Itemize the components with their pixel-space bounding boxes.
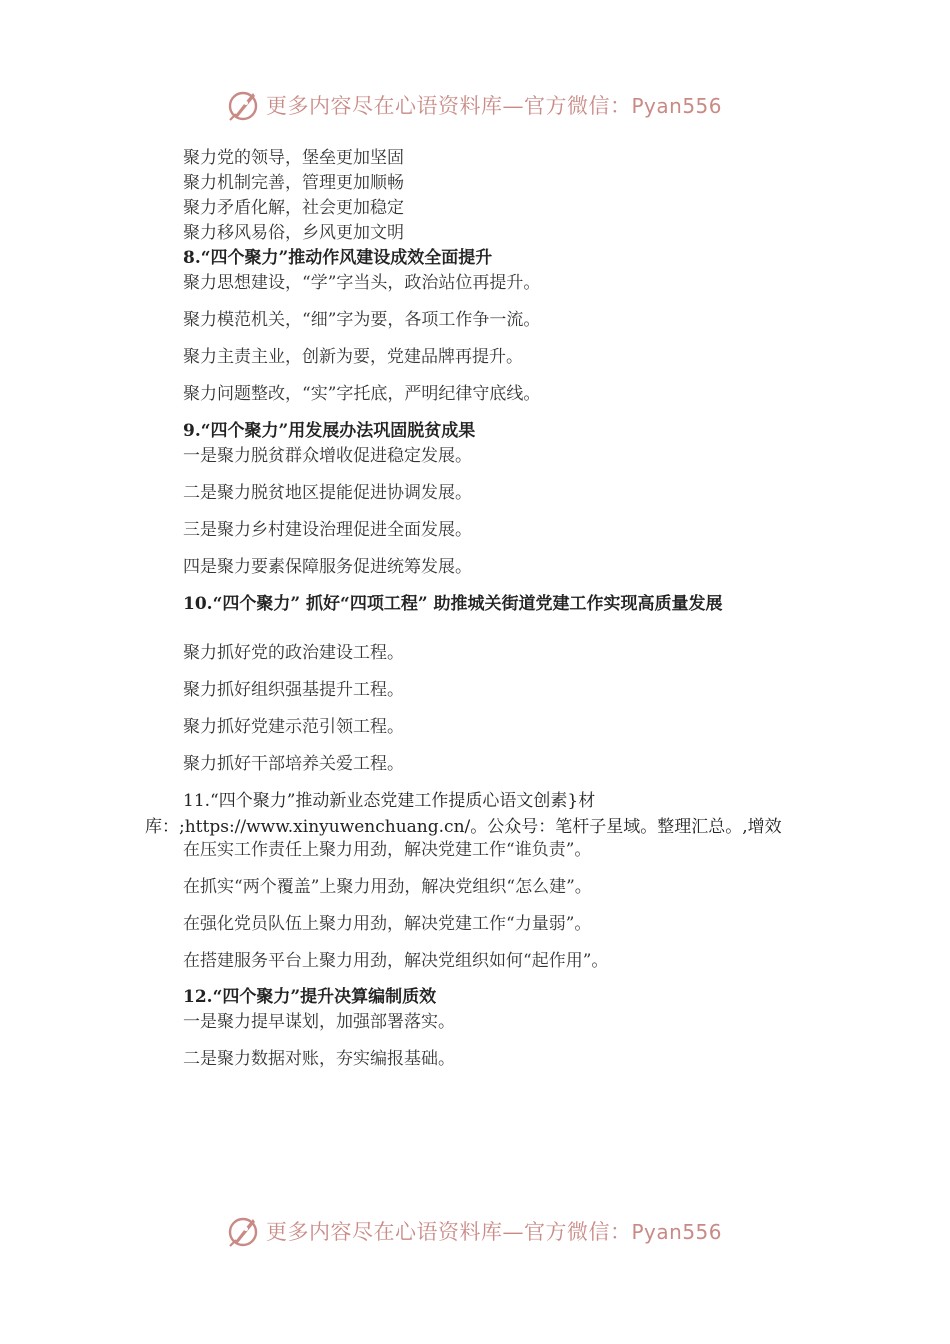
intro-line: 聚力矛盾化解，社会更加稳定	[183, 198, 404, 218]
section-12-heading: 12.“四个聚力”提升决算编制质效	[183, 987, 437, 1007]
pen-nib-logo-icon	[226, 87, 262, 123]
section-9-heading: 9.“四个聚力”用发展办法巩固脱贫成果	[183, 421, 476, 441]
intro-line: 聚力机制完善，管理更加顺畅	[183, 173, 404, 193]
footer-banner	[226, 1211, 746, 1251]
section-10-heading: 10.“四个聚力” 抓好“四项工程” 助推城关街道党建工作实现高质量发展	[183, 594, 723, 614]
section-9-line: 三是聚力乡村建设治理促进全面发展。	[183, 520, 472, 540]
section-12-line: 二是聚力数据对账，夯实编报基础。	[183, 1049, 455, 1069]
section-10-line: 聚力抓好党建示范引领工程。	[183, 717, 404, 737]
banner-text: 更多内容尽在心语资料库—官方微信：Pyan556	[266, 94, 723, 118]
section-11-heading: 11.“四个聚力”推动新业态党建工作提质心语文创素}材库：;https://www.xinyuwenchuang.cn/。公众号：笔杆子星域。整理汇总。,增效	[145, 791, 782, 837]
section-9-line: 二是聚力脱贫地区提能促进协调发展。	[183, 483, 472, 503]
header-banner	[226, 85, 746, 125]
section-11-line: 在抓实“两个覆盖”上聚力用劲，解决党组织“怎么建”。	[183, 877, 592, 897]
section-10-line: 聚力抓好干部培养关爱工程。	[183, 754, 404, 774]
section-8-line: 聚力模范机关，“细”字为要，各项工作争一流。	[183, 310, 541, 330]
section-8-heading: 8.“四个聚力”推动作风建设成效全面提升	[183, 248, 493, 268]
section-8-line: 聚力主责主业，创新为要，党建品牌再提升。	[183, 347, 523, 367]
section-8-line: 聚力思想建设，“学”字当头，政治站位再提升。	[183, 273, 541, 293]
section-9-line: 四是聚力要素保障服务促进统筹发展。	[183, 557, 472, 577]
section-9-line: 一是聚力脱贫群众增收促进稳定发展。	[183, 446, 472, 466]
intro-line: 聚力移风易俗，乡风更加文明	[183, 223, 404, 243]
section-11-line: 在搭建服务平台上聚力用劲，解决党组织如何“起作用”。	[183, 951, 609, 971]
section-11-line: 在强化党员队伍上聚力用劲，解决党建工作“力量弱”。	[183, 914, 592, 934]
section-10-line: 聚力抓好党的政治建设工程。	[183, 643, 404, 663]
banner-text: 更多内容尽在心语资料库—官方微信：Pyan556	[266, 1220, 723, 1244]
intro-line: 聚力党的领导，堡垒更加坚固	[183, 148, 404, 168]
pen-nib-logo-icon	[226, 1213, 262, 1249]
section-11-line: 在压实工作责任上聚力用劲，解决党建工作“谁负责”。	[183, 840, 592, 860]
section-12-line: 一是聚力提早谋划，加强部署落实。	[183, 1012, 455, 1032]
section-10-line: 聚力抓好组织强基提升工程。	[183, 680, 404, 700]
section-8-line: 聚力问题整改，“实”字托底，严明纪律守底线。	[183, 384, 541, 404]
